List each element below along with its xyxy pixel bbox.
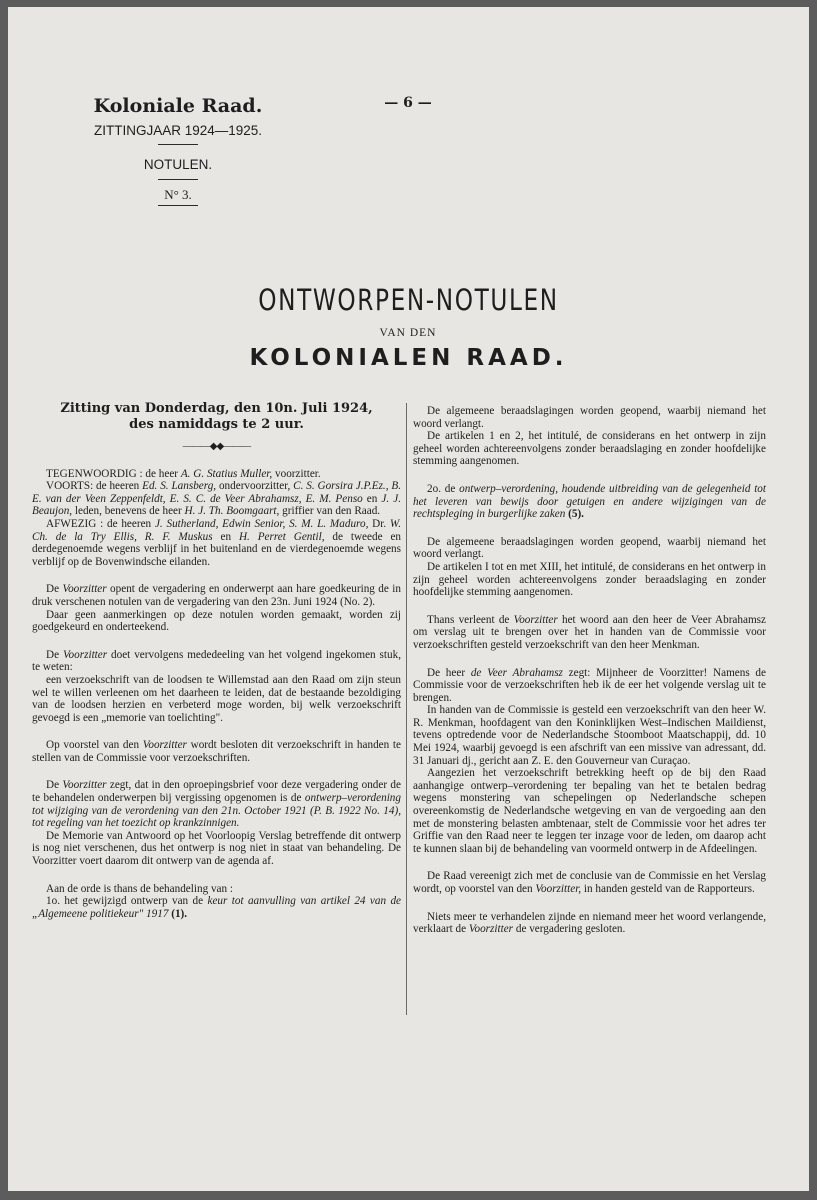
- masthead-subtitle: VAN DEN: [379, 327, 437, 339]
- adoption-paragraph: De artikelen 1 en 2, het intitulé, de considerans en het ontwerp in zijn geheel worden achtereenvolgens zonder beraadslaging en zonder hoofdelijke stemming aangenomen.: [413, 430, 766, 468]
- proposal-paragraph: Op voorstel van den Voorzitter wordt besloten dit verzoekschrift in handen te stellen van de Commissie voor verzoekschriften.: [32, 739, 401, 764]
- ornament-divider: ———◆◆———: [182, 441, 251, 452]
- session-heading-line-1: Zitting van Donderdag, den 10n. Juli 1924,: [60, 401, 373, 416]
- agenda-item-1: 1o. het gewijzigd ontwerp van de keur tot aanvulling van artikel 24 van de „Algemeene politiekeur" 1917 (1).: [32, 895, 401, 920]
- document-page: [8, 7, 809, 1191]
- notulen-number: N° 3.: [164, 187, 192, 202]
- announcement-paragraph: De Voorzitter doet vervolgens mededeeling van het volgend ingekomen stuk, te weten:: [32, 648, 401, 674]
- petition-paragraph: een verzoekschrift van de loodsen te Willemstad aan den Raad om zijn steun wel te willen verleenen om het daarheen te leiden, dat de bestaande bezoldiging van de loodsen herzien en verbeterd moge worden, bij welk verzoekschrift gevoegd is een „memorie van toelichting".: [32, 673, 401, 724]
- deliberation-paragraph: De algemeene beraadslagingen worden geopend, waarbij niemand het woord verlangt.: [413, 535, 766, 561]
- session-year: ZITTINGJAAR 1924—1925.: [93, 123, 263, 138]
- council-agreement-paragraph: De Raad vereenigt zich met de conclusie van de Commissie en het Verslag wordt, op voorstel van den Voorzitter, in handen gesteld van de Rapporteurs.: [413, 870, 766, 895]
- agenda-error-paragraph: De Voorzitter zegt, dat in den oproepingsbrief voor deze vergadering onder de te behandelen onderwerpen bij vergissing opgenomen is de ontwerp–verordening tot wijziging van de verordening van den 21n. October 1921 (P. B. 1922 No. 14), tot regeling van het toezicht op krankzinnigen.: [32, 779, 401, 830]
- page-number: — 6 —: [384, 95, 432, 111]
- notulen-label: NOTULEN.: [143, 157, 213, 172]
- column-divider: [406, 403, 407, 1015]
- header-rule: [158, 205, 198, 206]
- approval-paragraph: Daar geen aanmerkingen op deze notulen worden gemaakt, worden zij goedgekeurd en onderteekend.: [32, 608, 401, 634]
- opening-paragraph: De Voorzitter opent de vergadering en onderwerpt aan hare goedkeuring de in druk verschenen notulen van de vergadering van den 23n. Juni 1924 (No. 2).: [32, 583, 401, 608]
- attendance-also: VOORTS: de heeren Ed. S. Lansberg, ondervoorzitter, C. S. Gorsira J.P.Ez., B. E. van der Veen Zeppenfeldt, E. S. C. de Veer Abrahamsz, E. M. Penso en J. J. Beaujon, leden, benevens de heer H. J. Th. Boomgaart, griffier van den Raad.: [32, 480, 402, 518]
- adoption-paragraph: De artikelen I tot en met XIII, het intitulé, de considerans en het ontwerp in zijn geheel worden achtereenvolgens zonder beraadslaging en zonder hoofdelijke stemming aangenomen.: [413, 560, 766, 599]
- attendance-present: TEGENWOORDIG : de heer A. G. Statius Muller, voorzitter.: [46, 467, 321, 480]
- speaker-paragraph: De heer de Veer Abrahamsz zegt: Mijnheer de Voorzitter! Namens de Commissie voor de verzoekschriften heb ik de eer het volgende verslag uit te brengen.: [413, 666, 766, 704]
- closing-paragraph: Niets meer te verhandelen zijnde en niemand meer het woord verlangende, verklaart de Voorzitter de vergadering gesloten.: [413, 910, 766, 936]
- agenda-item-2: 2o. de ontwerp–verordening, houdende uitbreiding van de gelegenheid tot het leveren van bewijs door getuigen en andere wijzigingen van de rechtspleging in burgerlijke zaken (5).: [413, 482, 767, 521]
- commission-proposal-paragraph: Aangezien het verzoekschrift betrekking heeft op de bij den Raad aanhangige ontwerp–verordening ter bepaling van het te betalen bedrag wegens monstering van schepelingen op Nederlandsche schepen overeenkomstig de Nederlandsche wetgeving en van de vergoeding aan den met de monstering belasten ambtenaar, stelt de Commissie voor het adres ter Griffie van den Raad neer te leggen ter inzage voor de leden, om daarop acht te kunnen slaan bij de behandeling van voormeld ontwerp in de Afdeelingen.: [413, 767, 766, 855]
- header-rule: [158, 179, 198, 180]
- session-heading-line-2: des namiddags te 2 uur.: [129, 417, 304, 432]
- memorie-paragraph: De Memorie van Antwoord op het Voorloopig Verslag betreffende dit ontwerp is nog niet verschenen, dus het ontwerp is nog niet in staat van behandeling. De Voorzitter voert daarom dit ontwerp van de agenda af.: [32, 829, 401, 868]
- session-heading: [32, 401, 401, 433]
- masthead-title: ONTWORPEN-NOTULEN: [258, 283, 559, 317]
- masthead-council: KOLONIALEN RAAD.: [249, 345, 568, 371]
- council-title: Koloniale Raad.: [93, 95, 263, 117]
- attendance-absent: AFWEZIG : de heeren J. Sutherland, Edwin Senior, S. M. L. Maduro, Dr. W. Ch. de la Try Ellis, R. F. Muskus en H. Perret Gentil, de tweede en derdegenoemde wegens verblijf in het buitenland en de vierdegenoemde wegens verblijf op de Bovenwindsche eilanden.: [32, 517, 402, 568]
- deliberation-paragraph: De algemeene beraadslagingen worden geopend, waarbij niemand het woord verlangt.: [413, 405, 766, 430]
- commission-report-paragraph: In handen van de Commissie is gesteld een verzoekschrift van den heer W. R. Menkman, hoofdagent van den Koninklijken West–Indischen Maildienst, tevens optredende voor de Nederlandsche Stoomboot Maatschappij, dd. 10 Mei 1924, waarbij gevoegd is een afschrift van een missive van adressant, dd. 31 Januari dj., gericht aan Z. E. den Gouverneur van Curaçao.: [413, 704, 766, 767]
- agenda-order-paragraph: Aan de orde is thans de behandeling van :: [46, 882, 234, 895]
- right-column: [413, 405, 766, 951]
- header-rule: [158, 144, 198, 145]
- left-column: [32, 401, 401, 935]
- report-request-paragraph: Thans verleent de Voorzitter het woord aan den heer de Veer Abrahamsz om verslag uit te brengen over het in handen van de Commissie voor verzoekschriften gesteld verzoekschrift van den heer Menkman.: [413, 613, 766, 651]
